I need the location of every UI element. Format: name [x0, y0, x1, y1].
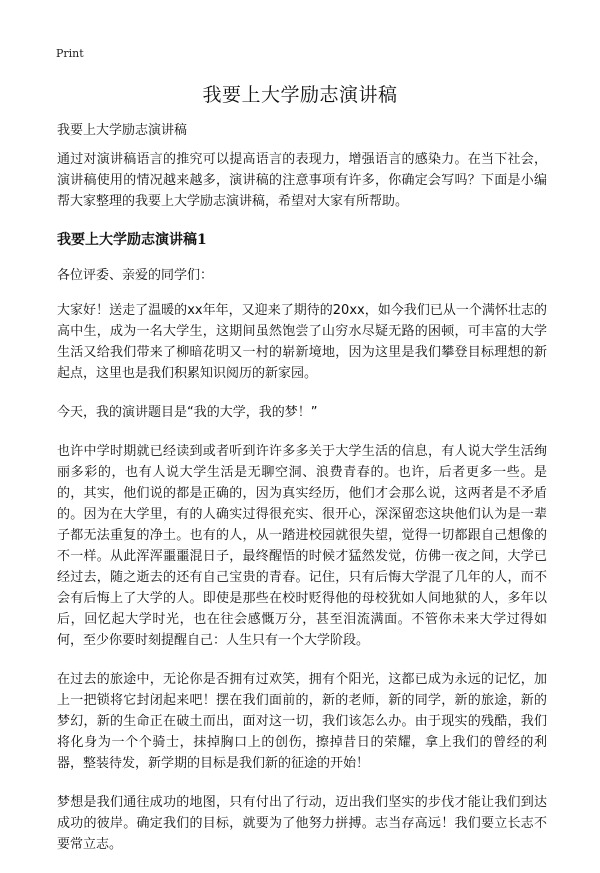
body-paragraph-1: 大家好！送走了温暖的xx年年，又迎来了期待的20xx，如今我们已从一个满怀壮志的高中生，成为一名大学生，这期间虽然饱尝了山穷水尽疑无路的困顿，可丰富的大学生活又给我们带来了柳暗花明又一村的崭新境地，因为这里是我们攀登目标理想的新起点，这里也是我们积累知识阅历的新家园。	[57, 303, 547, 381]
body-paragraph-3: 也许中学时期就已经读到或者听到许许多多关于大学生活的信息，有人说大学生活绚丽多彩的，也有人说大学生活是无聊空洞、浪费青春的。也许，后者更多一些。是的，其实，他们说的都是正确的，因为真实经历，他们才会那么说，这两者是不矛盾的。因为在大学里，有的人确实过得很充实、很开心，深深留恋这块他们认为是一辈子都无法重复的净土。也有的人，从一踏进校园就很失望，觉得一切都跟自己想像的不一样。从此浑浑噩噩混日子，最终醒悟的时候才猛然发觉，仿佛一夜之间，大学已经过去，随之逝去的还有自己宝贵的青春。记住，只有后悔大学混了几年的人，而不会有后悔上了大学的人。即使是那些在校时贬得他的母校犹如人间地狱的人，多年以后，回忆起大学时光，也在往会感慨万分，甚至泪流满面。不管你未来大学过得如何，至少你要时刻提醒自己：人生只有一个大学阶段。	[57, 444, 547, 648]
body-paragraph-4: 在过去的旅途中，无论你是否拥有过欢笑，拥有个阳光，这都已成为永远的记忆，加上一把锁将它封闭起来吧！摆在我们面前的，新的老师，新的同学，新的旅途，新的梦幻，新的生命正在破土而出，面对这一切，我们该怎么办。由于现实的残酷，我们将化身为一个个骑士，抹掉胸口上的创伤，擦掉昔日的荣耀，拿上我们的曾经的利器，整装待发，新学期的目标是我们新的征途的开始！	[57, 672, 547, 771]
document-title: 我要上大学励志演讲稿	[202, 84, 398, 106]
body-paragraph-2: 今天，我的演讲题目是“我的大学，我的梦！”	[57, 405, 318, 420]
greeting-line: 各位评委、亲爱的同学们：	[57, 268, 214, 283]
print-label[interactable]: Print	[56, 47, 84, 60]
intro-paragraph: 通过对演讲稿语言的推究可以提高语言的表现力，增强语言的感染力。在当下社会，演讲稿使用的情况越来越多，演讲稿的注意事项有许多，你确定会写吗？下面是小编帮大家整理的我要上大学励志演讲稿，希望对大家有所帮助。	[57, 152, 547, 209]
document-subtitle: 我要上大学励志演讲稿	[57, 123, 188, 138]
section-heading: 我要上大学励志演讲稿1	[57, 232, 207, 248]
document-body	[57, 120, 547, 873]
body-paragraph-5: 梦想是我们通往成功的地图，只有付出了行动，迈出我们坚实的步伐才能让我们到达成功的彼岸。确定我们的目标，就要为了他努力拼搏。志当存高远！我们要立长志不要常立志。	[57, 795, 547, 852]
